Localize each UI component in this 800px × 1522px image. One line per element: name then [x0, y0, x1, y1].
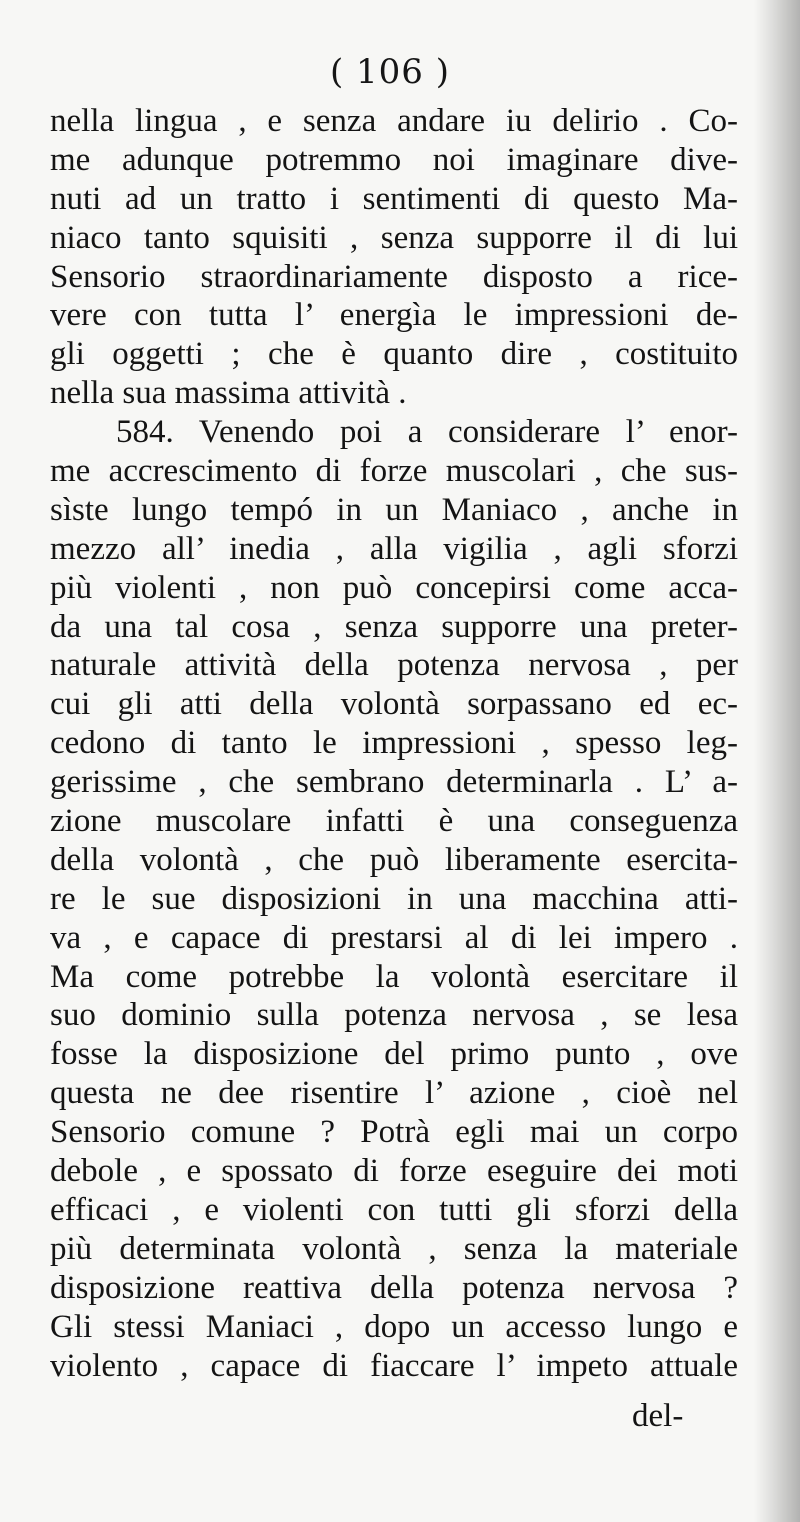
text-line: Sensorio comune ? Potrà egli mai un corpo	[50, 1114, 738, 1151]
text-line: da una tal cosa , senza supporre una preter-	[50, 608, 738, 645]
text-line: suo dominio sulla potenza nervosa , se lesa	[50, 997, 738, 1034]
text-line: questa ne dee risentire l’ azione , cioè nel	[50, 1075, 738, 1112]
text-line: naturale attività della potenza nervosa , per	[50, 647, 738, 684]
text-line: gli oggetti ; che è quanto dire , costituito	[50, 336, 738, 373]
text-line: niaco tanto squisiti , senza supporre il di lui	[50, 219, 738, 256]
catchword: del-	[632, 1398, 684, 1434]
text-line: cedono di tanto le impressioni , spesso leg-	[50, 725, 738, 762]
page-gutter-shadow	[754, 0, 800, 1522]
text-line: disposizione reattiva della potenza nervosa ?	[50, 1269, 738, 1306]
text-line: più violenti , non può concepirsi come acca-	[50, 569, 738, 606]
text-line: della volontà , che può liberamente esercita-	[50, 841, 738, 878]
text-line: Sensorio straordinariamente disposto a rice-	[50, 258, 738, 295]
text-line: sìste lungo tempó in un Maniaco , anche in	[50, 491, 738, 528]
text-line: nuti ad un tratto i sentimenti di questo Ma-	[50, 180, 738, 217]
text-line: violento , capace di fiaccare l’ impeto attuale	[50, 1347, 738, 1384]
text-line: me accrescimento di forze muscolari , che sus-	[50, 453, 738, 490]
text-line: zione muscolare infatti è una conseguenza	[50, 803, 738, 840]
text-line: va , e capace di prestarsi al di lei impero .	[50, 919, 738, 956]
text-line: fosse la disposizione del primo punto , ove	[50, 1036, 738, 1073]
paragraph-start-line: 584. Venendo poi a considerare l’ enor-	[116, 414, 738, 451]
text-line: gerissime , che sembrano determinarla . L’ a-	[50, 764, 738, 801]
page-number: ( 106 )	[329, 52, 451, 92]
text-line: Gli stessi Maniaci , dopo un accesso lungo e	[50, 1308, 738, 1345]
text-line: efficaci , e violenti con tutti gli sforzi della	[50, 1191, 738, 1228]
text-line: re le sue disposizioni in una macchina atti-	[50, 880, 738, 917]
text-line: me adunque potremmo noi imaginare dive-	[50, 141, 738, 178]
text-line: più determinata volontà , senza la materiale	[50, 1230, 738, 1267]
text-line: nella sua massima attività .	[50, 375, 407, 412]
text-line: cui gli atti della volontà sorpassano ed ec-	[50, 686, 738, 723]
text-line: nella lingua , e senza andare iu delirio . Co-	[50, 103, 738, 139]
text-line: debole , e spossato di forze eseguire dei moti	[50, 1153, 738, 1190]
text-line: vere con tutta l’ energìa le impressioni de-	[50, 297, 738, 334]
text-line: mezzo all’ inedia , alla vigilia , agli sforzi	[50, 530, 738, 567]
text-line: Ma come potrebbe la volontà esercitare il	[50, 958, 738, 995]
body-text	[50, 102, 738, 1385]
